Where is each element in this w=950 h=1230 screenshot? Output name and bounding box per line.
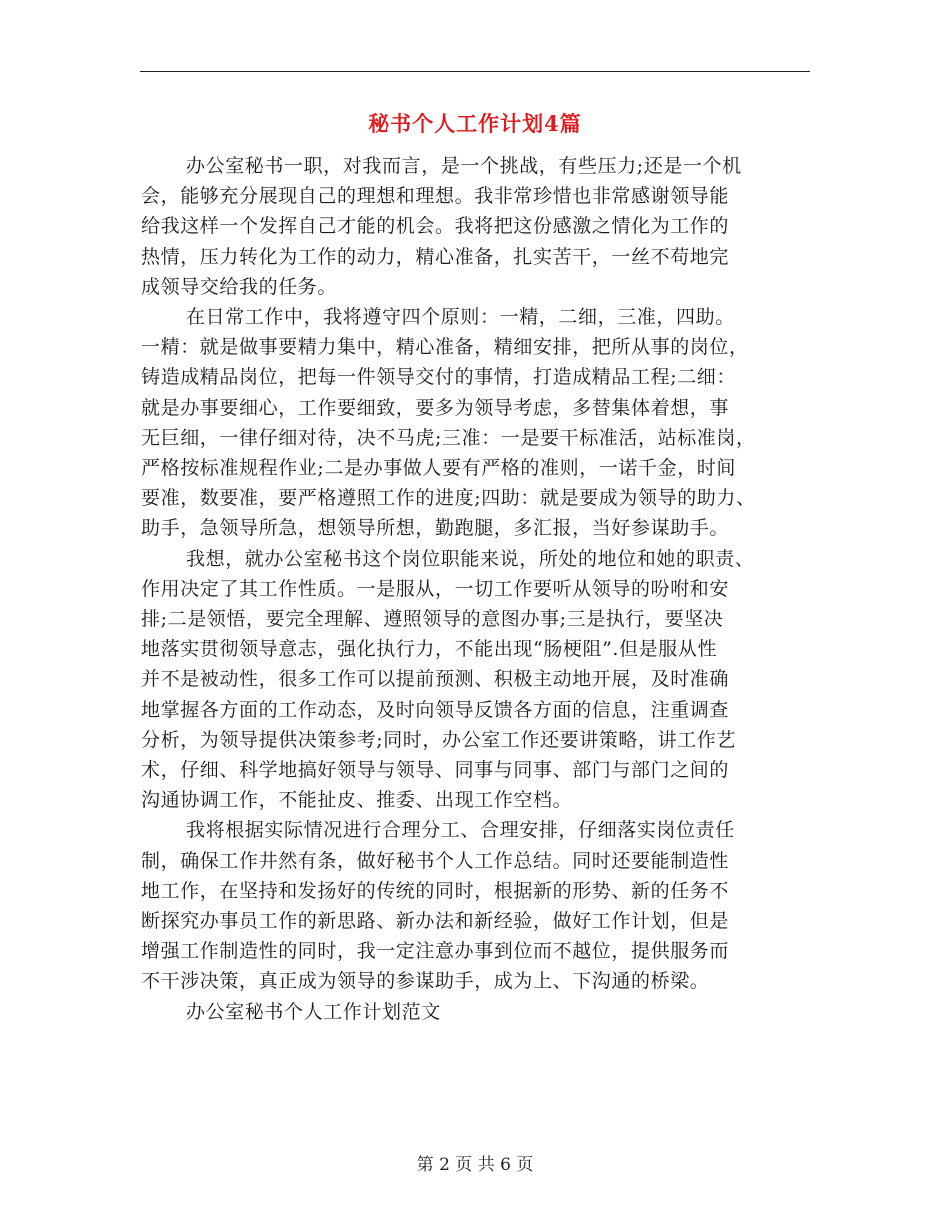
paragraph-line: 增强工作制造性的同时，我一定注意办事到位而不越位，提供服务而 — [141, 940, 730, 963]
header-rule — [140, 71, 810, 72]
paragraph-line: 助手，急领导所急，想领导所想，勤跑腿，多汇报，当好参谋助手。 — [141, 517, 730, 540]
paragraph-line: 术，仔细、科学地搞好领导与领导、同事与同事、部门与部门之间的 — [141, 759, 730, 782]
paragraph-line: 就是办事要细心，工作要细致，要多为领导考虑，多替集体着想，事 — [141, 396, 730, 419]
paragraph-line: 给我这样一个发挥自己才能的机会。我将把这份感激之情化为工作的 — [141, 215, 730, 238]
paragraph-2 — [141, 302, 813, 544]
paragraph-line: 我想，就办公室秘书这个岗位职能来说，所处的地位和她的职责、 — [186, 547, 755, 570]
paragraph-line: 我将根据实际情况进行合理分工、合理安排，仔细落实岗位责任 — [186, 819, 735, 842]
paragraph-line: 严格按标准规程作业;二是办事做人要有严格的准则，一诺千金，时间 — [141, 457, 737, 480]
paragraph-line: 办公室秘书一职，对我而言，是一个挑战，有些压力;还是一个机 — [186, 155, 742, 177]
page-number: 第 2 页 共 6 页 — [416, 1155, 534, 1175]
paragraph-line: 地落实贯彻领导意志，强化执行力，不能出现“肠梗阻”.但是服从性 — [141, 638, 718, 661]
paragraph-line: 不干涉决策，真正成为领导的参谋助手，成为上、下沟通的桥梁。 — [141, 970, 710, 993]
paragraph-5 — [141, 997, 813, 1027]
paragraph-line: 要准，数要准，要严格遵照工作的进度;四助：就是要成为领导的助力、 — [141, 487, 756, 510]
paragraph-4 — [141, 815, 813, 996]
paragraph-line: 热情，压力转化为工作的动力，精心准备，扎实苦干，一丝不苟地完 — [141, 245, 730, 268]
document-body — [141, 151, 813, 1027]
paragraph-line: 在日常工作中，我将遵守四个原则：一精，二细，三准，四助。 — [186, 306, 735, 329]
paragraph-line: 一精：就是做事要精力集中，精心准备，精细安排，把所从事的岗位， — [141, 336, 749, 359]
paragraph-line: 成领导交给我的任务。 — [141, 275, 338, 298]
paragraph-line: 沟通协调工作，不能扯皮、推委、出现工作空档。 — [141, 789, 573, 812]
paragraph-3 — [141, 544, 813, 816]
paragraph-line: 制，确保工作井然有条，做好秘书个人工作总结。同时还要能制造性 — [141, 849, 730, 872]
paragraph-line: 排;二是领悟，要完全理解、遵照领导的意图办事;三是执行，要坚决 — [141, 608, 724, 631]
paragraph-line: 地工作，在坚持和发扬好的传统的同时，根据新的形势、新的任务不 — [141, 879, 730, 902]
document-title: 秘书个人工作计划4篇 — [368, 111, 582, 136]
paragraph-line: 分析，为领导提供决策参考;同时，办公室工作还要讲策略，讲工作艺 — [141, 728, 737, 751]
paragraph-line: 无巨细，一律仔细对待，决不马虎;三准：一是要干标准活，站标准岗， — [141, 426, 756, 449]
paragraph-1 — [141, 151, 813, 302]
paragraph-line: 作用决定了其工作性质。一是服从，一切工作要听从领导的吩咐和安 — [141, 577, 730, 600]
paragraph-line: 断探究办事员工作的新思路、新办法和新经验，做好工作计划，但是 — [141, 910, 730, 933]
paragraph-line: 并不是被动性，很多工作可以提前预测、积极主动地开展，及时准确 — [141, 668, 730, 691]
paragraph-line: 地掌握各方面的工作动态，及时向领导反馈各方面的信息，注重调查 — [141, 698, 730, 721]
paragraph-line: 铸造成精品岗位，把每一件领导交付的事情，打造成精品工程;二细： — [141, 366, 737, 389]
section-heading: 办公室秘书个人工作计划范文 — [186, 1000, 441, 1023]
paragraph-line: 会，能够充分展现自己的理想和理想。我非常珍惜也非常感谢领导能 — [141, 185, 730, 208]
